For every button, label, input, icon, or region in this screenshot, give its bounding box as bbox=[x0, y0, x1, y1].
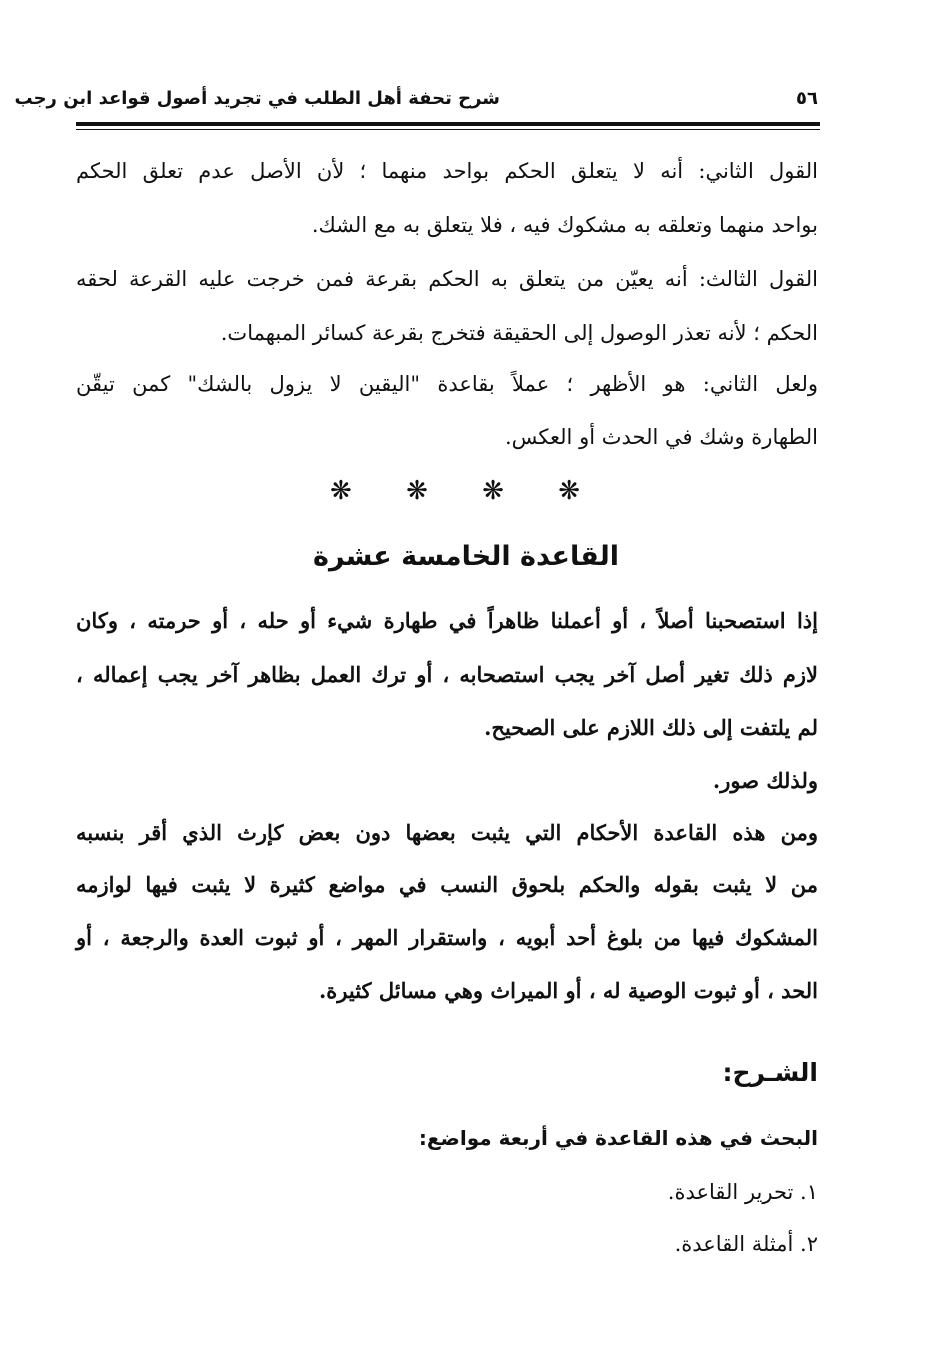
section-separator bbox=[330, 476, 580, 510]
rule-text-line: لم يلتفت إلى ذلك اللازم على الصحيح. bbox=[484, 715, 818, 740]
rule-text-line: من لا يثبت بقوله والحكم بلحوق النسب في مواضع كثيرة لا يثبت فيها لوازمه bbox=[76, 872, 818, 897]
list-item: ١. تحرير القاعدة. bbox=[667, 1180, 818, 1204]
rule-text-line: ولذلك صور. bbox=[712, 768, 818, 793]
text-line: ولعل الثاني: هو الأظهر ؛ عملاً بقاعدة "اليقين لا يزول بالشك" كمن تيقّن bbox=[76, 372, 818, 396]
text-line: القول الثالث: أنه يعيّن من يتعلق به الحكم بقرعة فمن خرجت عليه القرعة لحقه bbox=[76, 267, 818, 291]
rule-heading: القاعدة الخامسة عشرة bbox=[313, 541, 619, 572]
rule-text-line: الحد ، أو ثبوت الوصية له ، أو الميراث وهي مسائل كثيرة. bbox=[318, 978, 818, 1003]
header-rule-thin bbox=[76, 129, 820, 130]
asterisk-icon: ❋ bbox=[558, 476, 580, 506]
text-line: القول الثاني: أنه لا يتعلق الحكم بواحد منهما ؛ لأن الأصل عدم تعلق الحكم bbox=[76, 159, 818, 183]
page-number: ٥٦ bbox=[796, 88, 818, 109]
rule-text-line: إذا استصحبنا أصلاً ، أو أعملنا ظاهراً في طهارة شيء أو حله ، أو حرمته ، وكان bbox=[76, 608, 818, 633]
text-line: الحكم ؛ لأنه تعذر الوصول إلى الحقيقة فتخرج بقرعة كسائر المبهمات. bbox=[220, 321, 818, 345]
rule-text-line: لازم ذلك تغير أصل آخر يجب استصحابه ، أو ترك العمل بظاهر آخر يجب إعماله ، bbox=[76, 662, 818, 687]
header-rule bbox=[76, 122, 820, 126]
running-header bbox=[14, 86, 818, 120]
text-line: بواحد منهما وتعلقه به مشكوك فيه ، فلا يتعلق به مع الشك. bbox=[311, 213, 818, 237]
list-item: ٢. أمثلة القاعدة. bbox=[674, 1232, 818, 1256]
asterisk-icon: ❋ bbox=[482, 476, 504, 506]
commentary-heading: الشـرح: bbox=[722, 1058, 818, 1087]
running-header-title: شرح تحفة أهل الطلب في تجريد أصول قواعد ابن رجب bbox=[14, 88, 500, 109]
asterisk-icon: ❋ bbox=[330, 476, 352, 506]
text-line: الطهارة وشك في الحدث أو العكس. bbox=[504, 425, 818, 449]
commentary-subheading: البحث في هذه القاعدة في أربعة مواضع: bbox=[418, 1126, 818, 1150]
asterisk-icon: ❋ bbox=[406, 476, 428, 506]
rule-text-line: المشكوك فيها من بلوغ أحد أبويه ، واستقرار المهر ، أو ثبوت العدة والرجعة ، أو bbox=[76, 925, 818, 950]
rule-text-line: ومن هذه القاعدة الأحكام التي يثبت بعضها دون بعض كإرث الذي أقر بنسبه bbox=[76, 820, 818, 845]
